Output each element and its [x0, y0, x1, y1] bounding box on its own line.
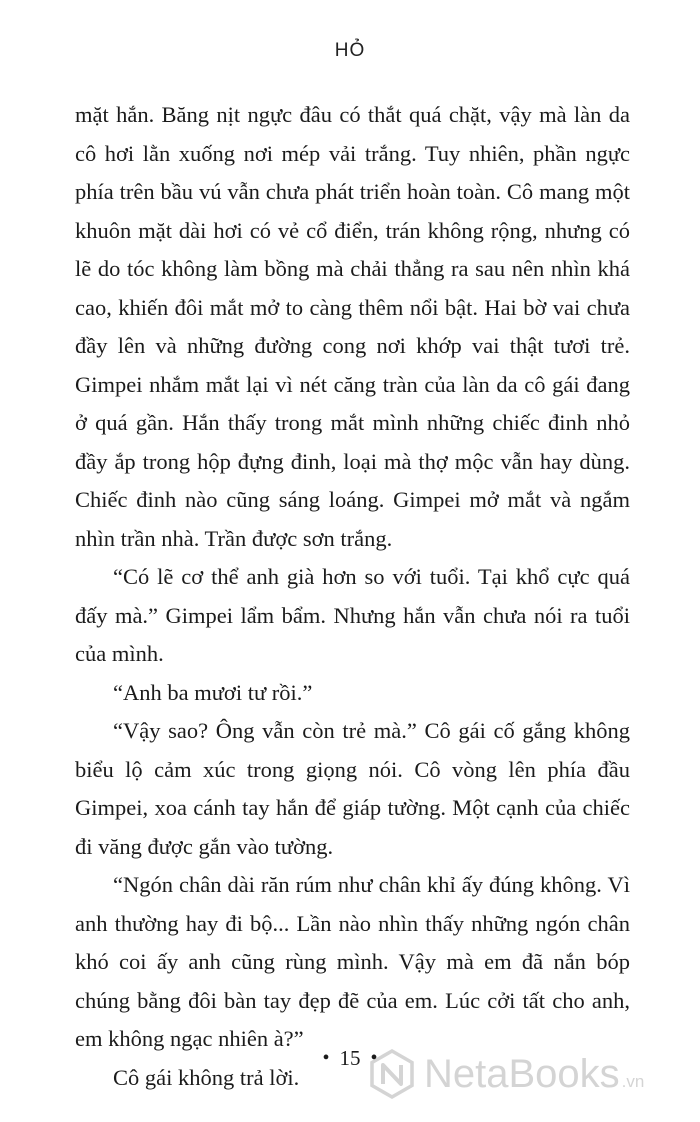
bullet-left: •: [322, 1047, 330, 1069]
paragraph-continuation: mặt hắn. Băng nịt ngực đâu có thắt quá chặt, vậy mà làn da cô hơi lằn xuống nơi mép vải trắng. Tuy nhiên, phần ngực phía trên bầu vú vẫn chưa phát triển hoàn toàn. Cô mang một khuôn mặt dài hơi có vẻ cổ điển, trán không rộng, nhưng có lẽ do tóc không làm bồng mà chải thẳng ra sau nên nhìn khá cao, khiến đôi mắt mở to càng thêm nổi bật. Hai bờ vai chưa đầy lên và những đường cong nơi khớp vai thật tươi trẻ. Gimpei nhắm mắt lại vì nét căng tràn của làn da cô gái đang ở quá gần. Hắn thấy trong mắt mình những chiếc đinh nhỏ đầy ắp trong hộp đựng đinh, loại mà thợ mộc vẫn hay dùng. Chiếc đinh nào cũng sáng loáng. Gimpei mở mắt và ngắm nhìn trần nhà. Trần được sơn trắng.: [75, 102, 630, 551]
running-header: HỎ: [334, 40, 366, 61]
paragraph: Cô gái không trả lời.: [113, 1064, 300, 1090]
paragraph: “Anh ba mươi tư rồi.”: [113, 679, 313, 705]
page-body: [75, 96, 630, 1097]
bullet-right: •: [370, 1047, 378, 1069]
watermark-brand: NetaBooks: [424, 1052, 620, 1096]
page-number: 15: [339, 1046, 361, 1070]
page-footer: [0, 1046, 700, 1071]
paragraph: “Vậy sao? Ông vẫn còn trẻ mà.” Cô gái cố gắng không biểu lộ cảm xúc trong giọng nói. Cô vòng lên phía đầu Gimpei, xoa cánh tay hắn để giáp tường. Một cạnh của chiếc đi văng được gắn vào tường.: [75, 718, 630, 859]
paragraph: “Ngón chân dài răn rúm như chân khỉ ấy đúng không. Vì anh thường hay đi bộ... Lần nào nhìn thấy những ngón chân khó coi ấy anh cũng rùng mình. Vậy mà em đã nắn bóp chúng bằng đôi bàn tay đẹp đẽ của em. Lúc cởi tất cho anh, em không ngạc nhiên à?”: [75, 872, 630, 1051]
paragraph: “Có lẽ cơ thể anh già hơn so với tuổi. Tại khổ cực quá đấy mà.” Gimpei lẩm bẩm. Nhưng hắn vẫn chưa nói ra tuổi của mình.: [75, 564, 630, 666]
watermark-suffix: .vn: [621, 1072, 645, 1091]
